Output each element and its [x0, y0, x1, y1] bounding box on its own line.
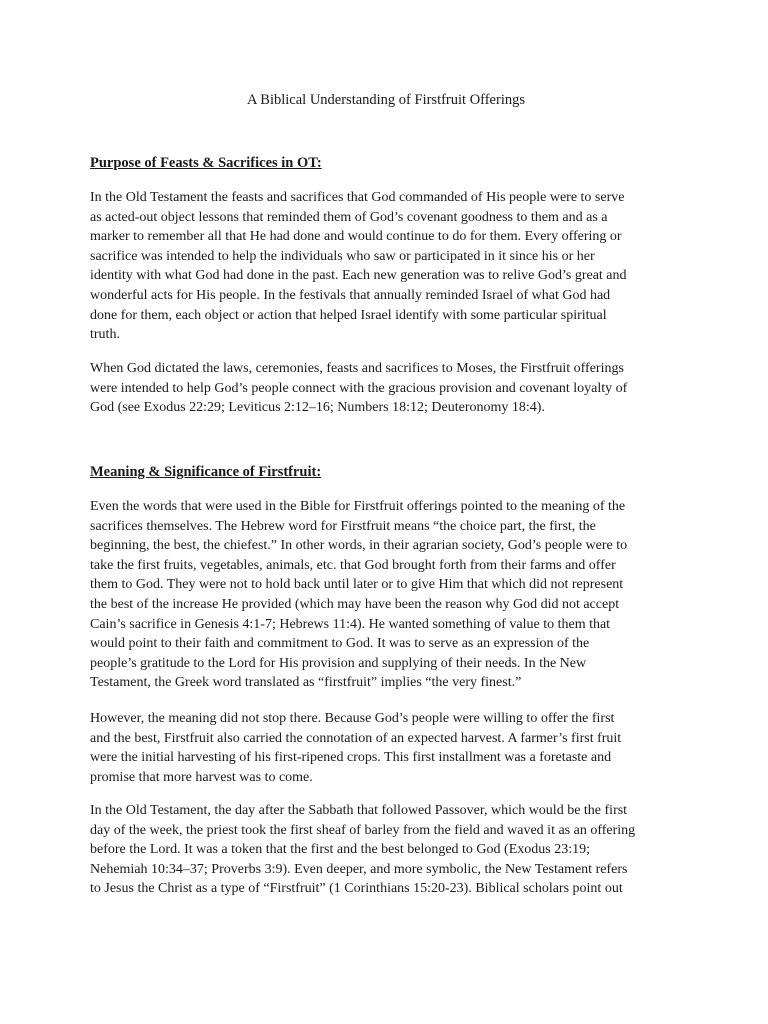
paragraph-line: Testament, the Greek word translated as “firstfruit” implies “the very finest.”	[90, 675, 522, 691]
section-heading-purpose: Purpose of Feasts & Sacrifices in OT:	[90, 155, 322, 171]
paragraph-line: were the initial harvesting of his first-ripened crops. This first installment was a foretaste and	[90, 750, 612, 766]
paragraph-line: the best of the increase He provided (which may have been the reason why God did not accept	[90, 596, 620, 612]
paragraph-line: and the best, Firstfruit also carried the connotation of an expected harvest. A farmer’s first fruit	[90, 730, 622, 746]
paragraph	[90, 359, 682, 418]
paragraph-line: to Jesus the Christ as a type of “Firstfruit” (1 Corinthians 15:20-23). Biblical scholars point out	[90, 881, 623, 897]
paragraph-line: However, the meaning did not stop there. Because God’s people were willing to offer the first	[90, 711, 615, 726]
document-title: A Biblical Understanding of Firstfruit Offerings	[246, 92, 525, 108]
section-heading-meaning: Meaning & Significance of Firstfruit:	[90, 464, 322, 480]
paragraph-line: as acted-out object lessons that reminded them of God’s covenant goodness to them and as a	[90, 209, 608, 225]
paragraph-line: would point to their faith and commitment to God. It was to serve as an expression of the	[90, 636, 590, 652]
paragraph-line: take the first fruits, vegetables, animals, etc. that God brought forth from their farms and offer	[90, 557, 616, 573]
paragraph-line: Even the words that were used in the Bible for Firstfruit offerings pointed to the meaning of the	[90, 499, 626, 514]
paragraph-line: before the Lord. It was a token that the first and the best belonged to God (Exodus 23:19;	[90, 842, 590, 858]
paragraph-line: In the Old Testament the feasts and sacrifices that God commanded of His people were to serve	[90, 190, 625, 205]
paragraph-line: truth.	[90, 327, 120, 343]
paragraph-line: marker to remember all that He had done and would continue to do for them. Every offering or	[90, 229, 622, 245]
paragraph-line: people’s gratitude to the Lord for His provision and supplying of their needs. In the New	[90, 655, 587, 671]
paragraph-line: When God dictated the laws, ceremonies, feasts and sacrifices to Moses, the Firstfruit offerings	[90, 361, 624, 376]
paragraph-line: promise that more harvest was to come.	[90, 769, 313, 785]
paragraph-line: beginning, the best, the chiefest.” In other words, in their agrarian society, God’s people were to	[90, 538, 628, 554]
paragraph-line: Cain’s sacrifice in Genesis 4:1-7; Hebrews 11:4). He wanted something of value to them that	[90, 616, 611, 632]
paragraph	[90, 188, 682, 345]
paragraph-line: God (see Exodus 22:29; Leviticus 2:12–16; Numbers 18:12; Deuteronomy 18:4).	[90, 400, 545, 416]
paragraph	[90, 709, 682, 787]
paragraph	[90, 801, 682, 899]
paragraph-line: were intended to help God’s people connect with the gracious provision and covenant loyalty of	[90, 380, 628, 396]
paragraph-line: wonderful acts for His people. In the festivals that annually reminded Israel of what God had	[90, 287, 611, 303]
paragraph-line: day of the week, the priest took the first sheaf of barley from the field and waved it as an offering	[90, 822, 636, 838]
paragraph-line: sacrifice was intended to help the individuals who saw or participated in it since his or her	[90, 248, 595, 264]
paragraph-line: sacrifices themselves. The Hebrew word for Firstfruit means “the choice part, the first, the	[90, 518, 596, 534]
paragraph-line: done for them, each object or action that helped Israel identify with some particular spiritual	[90, 307, 607, 323]
paragraph-line: Nehemiah 10:34–37; Proverbs 3:9). Even deeper, and more symbolic, the New Testament refers	[90, 861, 628, 877]
paragraph-line: identity with what God had done in the past. Each new generation was to relive God’s great and	[90, 268, 627, 284]
paragraph	[90, 497, 682, 693]
paragraph-line: In the Old Testament, the day after the Sabbath that followed Passover, which would be the first	[90, 803, 628, 818]
paragraph-line: them to God. They were not to hold back until later or to give Him that which did not represent	[90, 577, 624, 593]
